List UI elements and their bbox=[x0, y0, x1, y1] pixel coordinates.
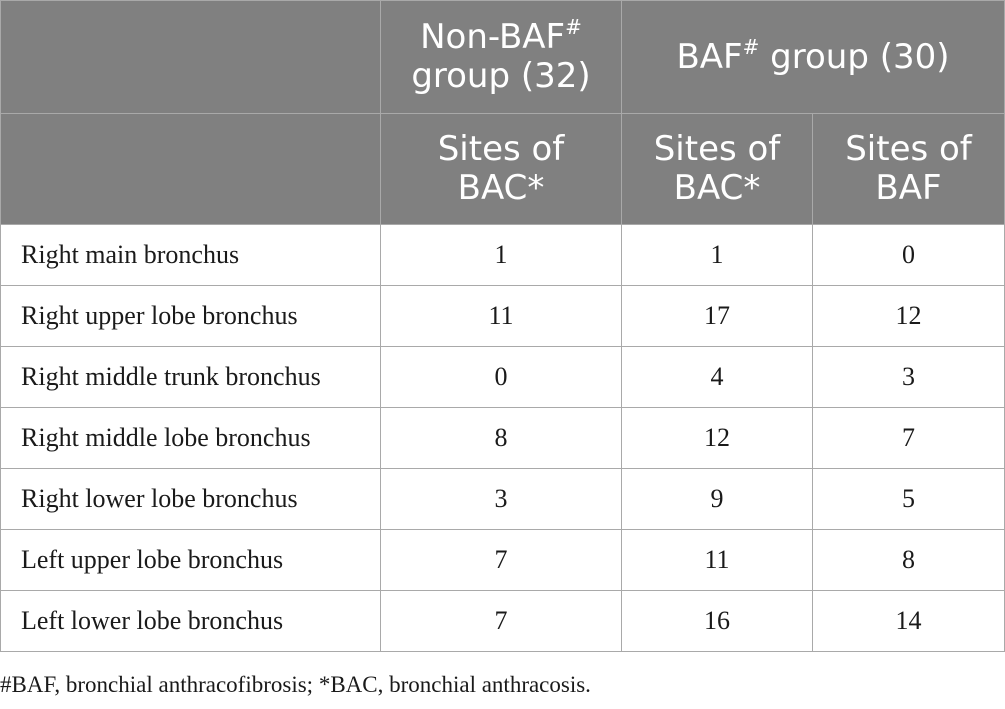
table-header bbox=[1, 1, 1005, 225]
site-name-cell: Left upper lobe bronchus bbox=[1, 530, 381, 591]
baf-bac-cell: 16 bbox=[622, 591, 813, 652]
header-baf-count: group (30) bbox=[759, 36, 950, 77]
header-subcol-line2: BAC* bbox=[673, 168, 761, 208]
table-row bbox=[1, 469, 1005, 530]
baf-baf-cell: 12 bbox=[813, 286, 1005, 347]
baf-baf-cell: 8 bbox=[813, 530, 1005, 591]
header-baf-sup: # bbox=[742, 34, 760, 59]
header-baf-sites-baf bbox=[813, 114, 1005, 225]
table-row bbox=[1, 530, 1005, 591]
baf-baf-cell: 3 bbox=[813, 347, 1005, 408]
site-name-cell: Right main bronchus bbox=[1, 225, 381, 286]
table-row bbox=[1, 225, 1005, 286]
nonbaf-bac-cell: 7 bbox=[381, 591, 622, 652]
table-row bbox=[1, 286, 1005, 347]
header-baf-sites-bac bbox=[622, 114, 813, 225]
header-nonbaf-sites-bac bbox=[381, 114, 622, 225]
baf-bac-cell: 12 bbox=[622, 408, 813, 469]
table-row bbox=[1, 347, 1005, 408]
site-name-cell: Right middle trunk bronchus bbox=[1, 347, 381, 408]
header-nonbaf-count: group (32) bbox=[411, 56, 591, 96]
header-baf-label: BAF bbox=[676, 36, 743, 77]
baf-bac-cell: 9 bbox=[622, 469, 813, 530]
site-name-cell: Left lower lobe bronchus bbox=[1, 591, 381, 652]
nonbaf-bac-cell: 3 bbox=[381, 469, 622, 530]
site-name-cell: Right lower lobe bronchus bbox=[1, 469, 381, 530]
nonbaf-bac-cell: 11 bbox=[381, 286, 622, 347]
header-row-sites bbox=[1, 114, 1005, 225]
table-row bbox=[1, 591, 1005, 652]
header-nonbaf-group bbox=[381, 1, 622, 114]
baf-baf-cell: 14 bbox=[813, 591, 1005, 652]
header-subcol-line1: Sites of bbox=[845, 129, 972, 169]
baf-bac-cell: 17 bbox=[622, 286, 813, 347]
header-subcol-line2: BAC* bbox=[457, 168, 545, 208]
site-name-cell: Right upper lobe bronchus bbox=[1, 286, 381, 347]
table-row bbox=[1, 408, 1005, 469]
baf-bac-cell: 11 bbox=[622, 530, 813, 591]
nonbaf-bac-cell: 1 bbox=[381, 225, 622, 286]
baf-baf-cell: 0 bbox=[813, 225, 1005, 286]
table-body bbox=[1, 225, 1005, 652]
header-empty-cell bbox=[1, 114, 381, 225]
baf-bac-cell: 1 bbox=[622, 225, 813, 286]
baf-bac-cell: 4 bbox=[622, 347, 813, 408]
nonbaf-bac-cell: 7 bbox=[381, 530, 622, 591]
header-nonbaf-label: Non-BAF bbox=[420, 17, 566, 57]
header-subcol-line1: Sites of bbox=[653, 129, 781, 169]
header-nonbaf-sup: # bbox=[565, 15, 582, 39]
header-baf-group bbox=[622, 1, 1005, 114]
nonbaf-bac-cell: 8 bbox=[381, 408, 622, 469]
header-empty-cell bbox=[1, 1, 381, 114]
header-subcol-line1: Sites of bbox=[437, 129, 565, 169]
header-nonbaf-line1 bbox=[381, 15, 621, 57]
header-subcol-line2: BAF bbox=[875, 168, 942, 208]
baf-baf-cell: 7 bbox=[813, 408, 1005, 469]
nonbaf-bac-cell: 0 bbox=[381, 347, 622, 408]
baf-baf-cell: 5 bbox=[813, 469, 1005, 530]
header-row-groups bbox=[1, 1, 1005, 114]
table-footnote: #BAF, bronchial anthracofibrosis; *BAC, bronchial anthracosis. bbox=[0, 672, 591, 697]
site-name-cell: Right middle lobe bronchus bbox=[1, 408, 381, 469]
